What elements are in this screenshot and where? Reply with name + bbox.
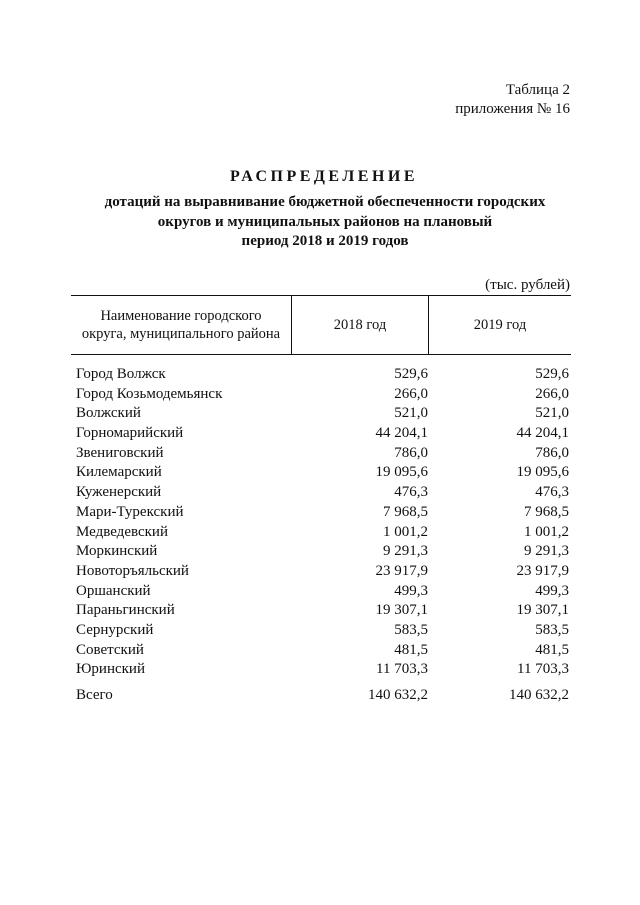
subtitle-line: дотаций на выравнивание бюджетной обеспеченности городских [104, 194, 546, 210]
table-row [76, 601, 571, 621]
row-name: Медведевский [76, 523, 168, 540]
table-row [76, 424, 571, 444]
row-value-2019: 19 307,1 [516, 602, 569, 619]
document-title: РАСПРЕДЕЛЕНИЕ [229, 168, 419, 185]
column-header-name [71, 295, 291, 355]
row-value-2019: 1 001,2 [524, 523, 569, 540]
table-row [76, 365, 571, 385]
row-value-2019: 529,6 [535, 366, 569, 382]
column-header-name-line: Наименование городского [100, 308, 262, 324]
table-row [76, 660, 571, 680]
row-value-2018: 44 204,1 [375, 425, 428, 442]
row-value-2019: 19 095,6 [516, 464, 569, 481]
table-total-row [76, 685, 571, 705]
row-value-2019: 44 204,1 [516, 425, 569, 442]
table-row [76, 444, 571, 464]
table-row [76, 641, 571, 661]
row-name: Юринский [76, 661, 145, 678]
row-value-2019: 521,0 [535, 405, 569, 422]
column-header-name-line: округа, муниципального района [81, 326, 281, 342]
row-name: Волжский [76, 405, 141, 422]
row-value-2018: 521,0 [394, 405, 428, 422]
row-value-2019: 481,5 [535, 641, 569, 658]
document-subtitle [80, 193, 570, 252]
row-name: Килемарский [76, 464, 162, 481]
row-name: Новоторъяльский [76, 562, 189, 579]
row-value-2019: 786,0 [535, 444, 569, 461]
row-value-2018: 476,3 [394, 484, 428, 501]
row-name: Оршанский [76, 582, 151, 599]
appendix-reference: приложения № 16 [455, 101, 570, 117]
table-row [76, 404, 571, 424]
total-value-2018: 140 632,2 [368, 687, 428, 703]
total-label: Всего [76, 687, 113, 703]
row-name: Город Козьмодемьянск [76, 385, 223, 402]
row-value-2018: 11 703,3 [376, 661, 428, 678]
row-value-2018: 266,0 [394, 385, 428, 402]
table-row [76, 542, 571, 562]
subtitle-line: округов и муниципальных районов на плановый [157, 213, 493, 230]
row-value-2018: 583,5 [394, 621, 428, 638]
row-value-2018: 499,3 [394, 582, 428, 599]
row-name: Горномарийский [76, 425, 184, 442]
table-row [76, 582, 571, 602]
row-value-2018: 19 095,6 [375, 464, 428, 481]
subtitle-line: период 2018 и 2019 годов [241, 233, 409, 249]
table-row [76, 483, 571, 503]
row-value-2018: 529,6 [394, 366, 428, 382]
units-note: (тыс. рублей) [485, 277, 570, 293]
table-row [76, 503, 571, 523]
row-name: Звениговский [76, 444, 164, 461]
table-body [76, 365, 571, 680]
row-value-2018: 1 001,2 [383, 523, 428, 540]
row-value-2018: 9 291,3 [383, 543, 428, 560]
total-value-2019: 140 632,2 [509, 687, 569, 703]
table-row [76, 385, 571, 405]
row-name: Мари-Турекский [76, 503, 184, 520]
row-value-2018: 481,5 [394, 641, 428, 658]
row-name: Куженерский [76, 484, 162, 501]
row-value-2019: 266,0 [535, 385, 569, 402]
row-value-2018: 786,0 [394, 444, 428, 461]
row-value-2019: 499,3 [535, 582, 569, 599]
table-row [76, 523, 571, 543]
table-reference: Таблица 2 [505, 82, 570, 98]
row-value-2019: 7 968,5 [524, 503, 569, 520]
table-row [76, 621, 571, 641]
row-value-2019: 11 703,3 [517, 661, 569, 678]
row-name: Параньгинский [76, 602, 175, 619]
row-value-2019: 23 917,9 [516, 562, 569, 579]
row-name: Моркинский [76, 543, 158, 560]
table-row [76, 562, 571, 582]
table-row [76, 463, 571, 483]
row-name: Город Волжск [76, 366, 166, 382]
row-value-2018: 19 307,1 [375, 602, 428, 619]
row-value-2019: 476,3 [535, 484, 569, 501]
row-value-2019: 583,5 [535, 621, 569, 638]
row-value-2018: 7 968,5 [383, 503, 428, 520]
row-name: Сернурский [76, 621, 154, 638]
row-name: Советский [76, 641, 144, 658]
column-header-2018: 2018 год [333, 317, 387, 333]
column-header-2019: 2019 год [473, 317, 527, 333]
row-value-2019: 9 291,3 [524, 543, 569, 560]
row-value-2018: 23 917,9 [375, 562, 428, 579]
